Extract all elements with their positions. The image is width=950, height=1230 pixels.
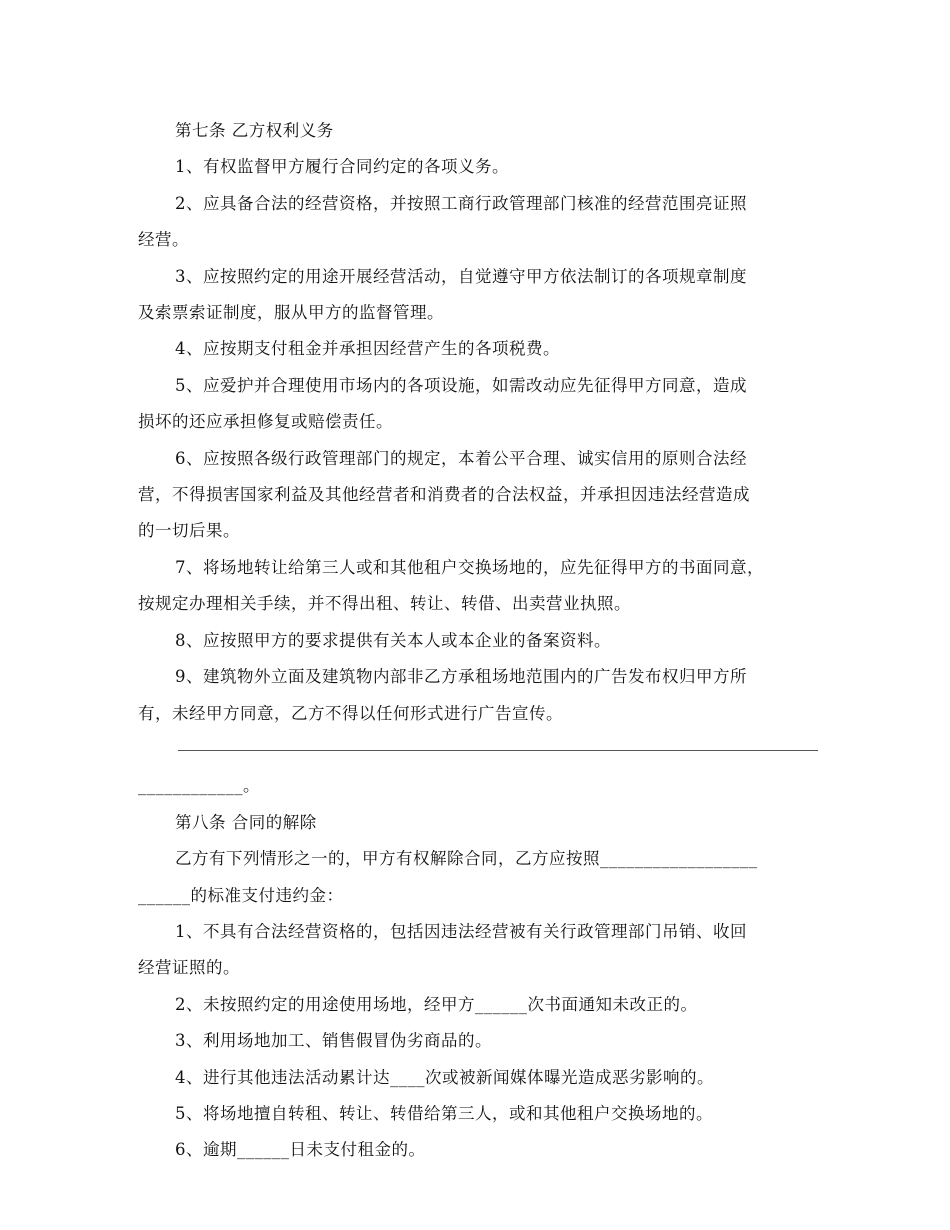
article-8-item-4: 4、进行其他违法活动累计达____次或被新闻媒体曝光造成恶劣影响的。 bbox=[175, 1067, 714, 1087]
article-7-item-5: 5、应爱护并合理使用市场内的各项设施，如需改动应先征得甲方同意，造成 bbox=[175, 375, 747, 395]
article-7-item-2-cont: 经营。 bbox=[138, 230, 189, 250]
article-7-item-1: 1、有权监督甲方履行合同约定的各项义务。 bbox=[175, 157, 509, 177]
document-body bbox=[138, 113, 818, 1169]
fill-in-blank-end: ____________。 bbox=[138, 776, 260, 796]
article-7-item-8: 8、应按照甲方的要求提供有关本人或本企业的备案资料。 bbox=[175, 630, 611, 650]
article-7-item-6-cont: 营，不得损害国家利益及其他经营者和消费者的合法权益，并承担因违法经营造成 bbox=[138, 485, 750, 505]
article-7-item-4: 4、应按期支付租金并承担因经营产生的各项税费。 bbox=[175, 339, 560, 359]
fill-in-blank-line bbox=[138, 732, 818, 768]
article-7-heading: 第七条 乙方权利义务 bbox=[175, 121, 334, 140]
article-8-item-6: 6、逾期______日未支付租金的。 bbox=[175, 1140, 426, 1160]
article-7-item-7-cont: 按规定办理相关手续，并不得出租、转让、转借、出卖营业执照。 bbox=[138, 594, 631, 614]
article-8-item-3: 3、利用场地加工、销售假冒伪劣商品的。 bbox=[175, 1031, 492, 1051]
article-7-item-9-cont: 有，未经甲方同意，乙方不得以任何形式进行广告宣传。 bbox=[138, 703, 563, 723]
article-7-item-2: 2、应具备合法的经营资格，并按照工商行政管理部门核准的经营范围亮证照 bbox=[175, 193, 747, 213]
article-7-item-9: 9、建筑物外立面及建筑物内部非乙方承租场地范围内的广告发布权归甲方所 bbox=[175, 667, 747, 687]
article-8-item-1-cont: 经营证照的。 bbox=[138, 958, 240, 978]
article-7-item-6-cont-2: 的一切后果。 bbox=[138, 521, 240, 541]
article-8-heading: 第八条 合同的解除 bbox=[175, 812, 317, 832]
article-7-item-3: 3、应按照约定的用途开展经营活动，自觉遵守甲方依法制订的各项规章制度 bbox=[175, 266, 747, 286]
blank-underline bbox=[178, 750, 818, 751]
article-7-item-3-cont: 及索票索证制度，服从甲方的监督管理。 bbox=[138, 303, 444, 323]
article-8-item-2: 2、未按照约定的用途使用场地，经甲方______次书面通知未改正的。 bbox=[175, 994, 698, 1014]
article-7-item-6: 6、应按照各级行政管理部门的规定，本着公平合理、诚实信用的原则合法经 bbox=[175, 448, 747, 468]
article-8-item-1: 1、不具有合法经营资格的，包括因违法经营被有关行政管理部门吊销、收回 bbox=[175, 921, 747, 941]
article-7-item-5-cont: 损坏的还应承担修复或赔偿责任。 bbox=[138, 412, 393, 432]
article-8-intro-cont: ______的标准支付违约金： bbox=[138, 885, 344, 905]
article-8-item-5: 5、将场地擅自转租、转让、转借给第三人，或和其他租户交换场地的。 bbox=[175, 1103, 713, 1123]
article-8-intro: 乙方有下列情形之一的，甲方有权解除合同，乙方应按照__________________ bbox=[175, 849, 758, 869]
article-7-item-7: 7、将场地转让给第三人或和其他租户交换场地的，应先征得甲方的书面同意， bbox=[175, 557, 764, 577]
